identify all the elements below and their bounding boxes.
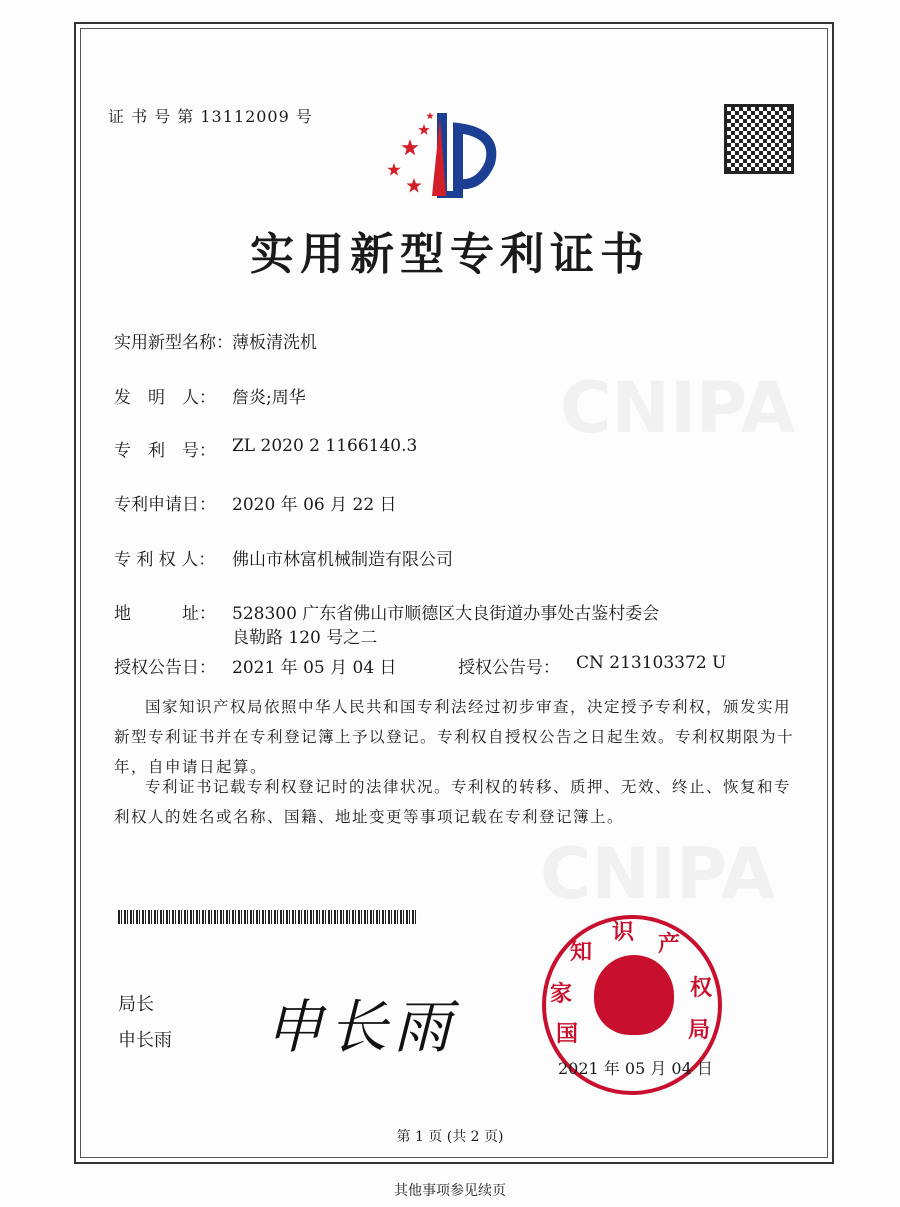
address-line-1: 528300 广东省佛山市顺德区大良街道办事处古鉴村委会: [232, 604, 660, 624]
patentee: 佛山市林富机械制造有限公司: [232, 550, 453, 570]
seal-char: 识: [612, 920, 635, 945]
seal-char: 家: [550, 982, 573, 1007]
director-name: 申长雨: [118, 1030, 172, 1051]
star-icon: [401, 139, 418, 155]
seal-char: 局: [688, 1018, 711, 1043]
filing-date: 2020 年 06 月 22 日: [232, 495, 397, 515]
grant-number: CN 213103372 U: [576, 653, 727, 673]
seal-char: 产: [658, 932, 681, 957]
address-line-2: 良勒路 120 号之二: [232, 628, 378, 648]
inventors: 詹炎;周华: [232, 388, 306, 408]
barcode: [118, 910, 418, 924]
seal-char: 国: [556, 1022, 579, 1047]
watermark: CNIPA: [540, 833, 776, 915]
star-icon: [406, 178, 421, 193]
seal-date: 2021 年 05 月 04 日: [558, 1059, 713, 1078]
document-title: 实用新型专利证书: [250, 229, 650, 280]
field-label: 专 利 权 人：: [114, 550, 216, 570]
star-icon: [387, 163, 400, 176]
page-number: 第 1 页 (共 2 页): [396, 1129, 504, 1145]
national-emblem-icon: [594, 955, 674, 1035]
star-icon: [418, 124, 429, 135]
watermark: CNIPA: [560, 367, 796, 449]
director-title: 局长: [118, 994, 154, 1015]
utility-model-name: 薄板清洗机: [232, 333, 317, 353]
field-label: 授权公告日：: [114, 658, 216, 678]
legal-paragraph: 专利证书记载专利权登记时的法律状况。专利权的转移、质押、无效、终止、恢复和专利权人的姓名或名称、国籍、地址变更等事项记载在专利登记簿上。: [114, 778, 792, 826]
grant-date: 2021 年 05 月 04 日: [232, 658, 397, 678]
field-label: 发 明 人：: [114, 388, 216, 408]
seal-char: 权: [690, 976, 713, 1001]
legal-paragraph: 国家知识产权局依照中华人民共和国专利法经过初步审查，决定授予专利权，颁发实用新型专利证书并在专利登记簿上予以登记。专利权自授权公告之日起生效。专利权期限为十年，自申请日起算。: [114, 698, 795, 776]
seal-char: 知: [570, 940, 593, 965]
signature: 申长雨: [265, 993, 458, 1061]
certificate-number: 证 书 号 第 13112009 号: [108, 107, 313, 126]
field-label: 授权公告号：: [458, 658, 560, 678]
official-seal: [542, 915, 722, 1095]
field-label: 地 址：: [114, 604, 216, 624]
field-label: 专 利 号：: [114, 441, 216, 461]
field-label: 专利申请日：: [114, 495, 216, 515]
qr-code: [724, 104, 794, 174]
patent-number: ZL 2020 2 1166140.3: [232, 436, 418, 456]
star-icon: [426, 112, 434, 119]
cnipa-logo: [380, 108, 520, 198]
field-label: 实用新型名称：: [114, 333, 233, 353]
continued-note: 其他事项参见续页: [394, 1183, 506, 1199]
